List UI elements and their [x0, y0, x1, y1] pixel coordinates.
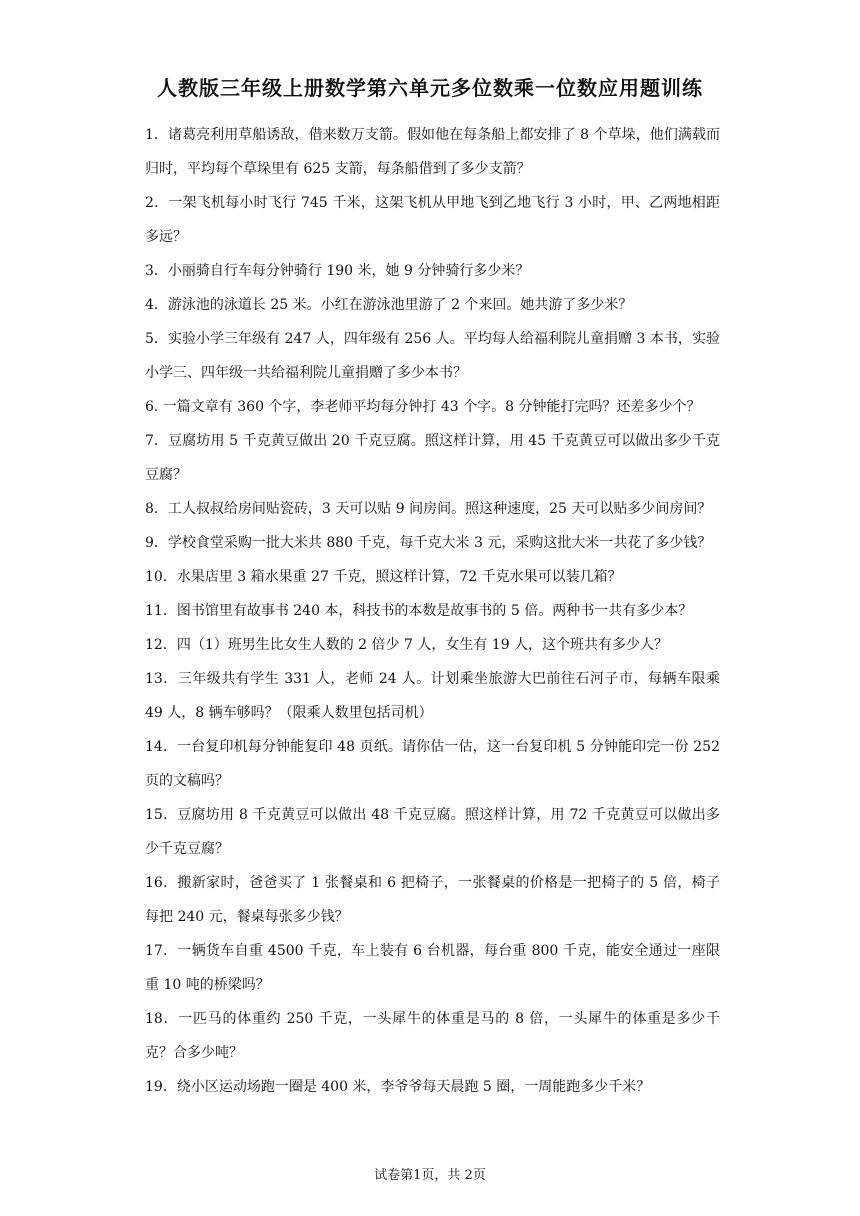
question-2: 2．一架飞机每小时飞行 745 千米，这架飞机从甲地飞到乙地飞行 3 小时，甲、乙两地相距多远？	[145, 195, 720, 245]
question-13: 13．三年级共有学生 331 人，老师 24 人。计划乘坐旅游大巴前往石河子市，每辆车限乘 49 人，8 辆车够吗？（限乘人数里包括司机）	[145, 671, 720, 721]
page-footer: 试卷第1页，共 2页	[374, 1168, 486, 1183]
question-12: 12．四（1）班男生比女生人数的 2 倍少 7 人，女生有 19 人，这个班共有多少人？	[145, 637, 669, 653]
question-17: 17．一辆货车自重 4500 千克，车上装有 6 台机器，每台重 800 千克，能安全通过一座限重 10 吨的桥梁吗？	[145, 943, 720, 993]
question-11: 11．图书馆里有故事书 240 本，科技书的本数是故事书的 5 倍。两种书一共有多少本？	[145, 603, 693, 619]
question-19: 19．绕小区运动场跑一圈是 400 米，李爷爷每天晨跑 5 圈，一周能跑多少千米？	[145, 1079, 651, 1095]
question-list	[145, 118, 720, 1104]
question-1: 1．诸葛亮利用草船诱敌，借来数万支箭。假如他在每条船上都安排了 8 个草垛，他们满载而归时，平均每个草垛里有 625 支箭，每条船借到了多少支箭？	[145, 127, 720, 177]
question-4: 4．游泳池的泳道长 25 米。小红在游泳池里游了 2 个来回。她共游了多少米？	[145, 297, 633, 313]
question-6: 6. 一篇文章有 360 个字，李老师平均每分钟打 43 个字。8 分钟能打完吗？还差多少个？	[145, 399, 701, 415]
question-15: 15．豆腐坊用 8 千克黄豆可以做出 48 千克豆腐。照这样计算，用 72 千克黄豆可以做出多少千克豆腐？	[145, 807, 720, 857]
question-5: 5．实验小学三年级有 247 人，四年级有 256 人。平均每人给福利院儿童捐赠 3 本书，实验小学三、四年级一共给福利院儿童捐赠了多少本书？	[145, 331, 720, 381]
question-9: 9．学校食堂采购一批大米共 880 千克，每千克大米 3 元，采购这批大米一共花了多少钱？	[145, 535, 712, 551]
question-18: 18．一匹马的体重约 250 千克，一头犀牛的体重是马的 8 倍，一头犀牛的体重是多少千克？合多少吨？	[145, 1011, 720, 1061]
question-10: 10．水果店里 3 箱水果重 27 千克，照这样计算，72 千克水果可以装几箱？	[145, 569, 622, 585]
question-8: 8．工人叔叔给房间贴瓷砖，3 天可以贴 9 间房间。照这种速度，25 天可以贴多少间房间？	[145, 501, 712, 517]
page-title: 人教版三年级上册数学第六单元多位数乘一位数应用题训练	[157, 76, 703, 100]
question-7: 7．豆腐坊用 5 千克黄豆做出 20 千克豆腐。照这样计算，用 45 千克黄豆可以做出多少千克豆腐？	[145, 433, 720, 483]
question-3: 3．小丽骑自行车每分钟骑行 190 米，她 9 分钟骑行多少米？	[145, 263, 530, 279]
question-16: 16．搬新家时，爸爸买了 1 张餐桌和 6 把椅子，一张餐桌的价格是一把椅子的 5 倍，椅子每把 240 元，餐桌每张多少钱？	[145, 875, 720, 925]
question-14: 14．一台复印机每分钟能复印 48 页纸。请你估一估，这一台复印机 5 分钟能印完一份 252 页的文稿吗？	[145, 739, 720, 789]
